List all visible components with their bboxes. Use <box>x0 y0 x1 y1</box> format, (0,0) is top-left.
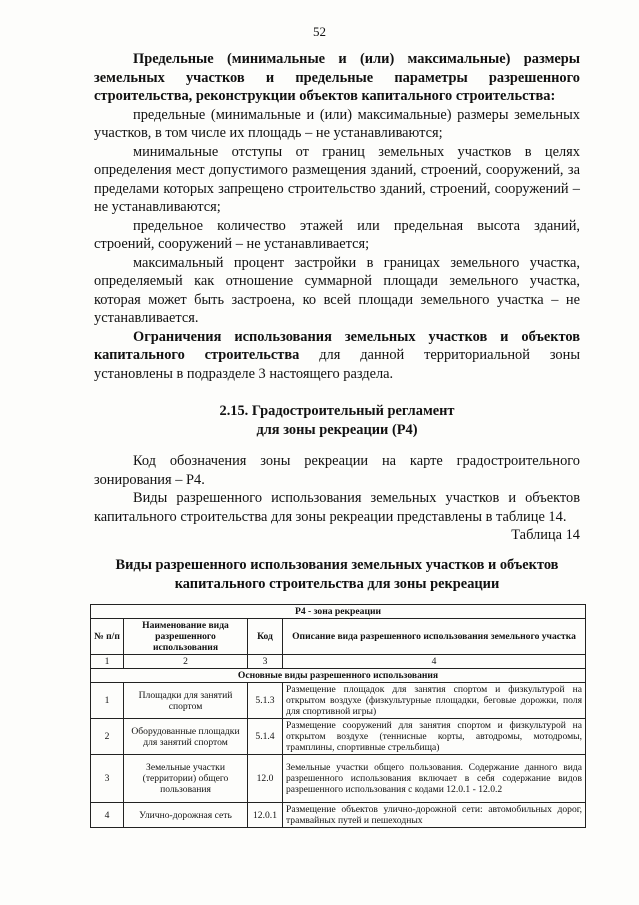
restrictions-bold: Ограничения использования земельных участков и объектов капитального строительства <box>94 328 580 363</box>
index-cell: 4 <box>283 655 586 669</box>
table-zone-header-row <box>91 605 586 619</box>
page-number: 52 <box>313 24 326 39</box>
row-num: 4 <box>91 803 124 828</box>
row-code: 5.1.4 <box>248 719 283 755</box>
section-title-line-1: 2.15. Градостроительный регламент <box>219 403 455 419</box>
row-code: 12.0.1 <box>248 803 283 828</box>
table-header-row <box>91 619 586 655</box>
table-row <box>91 755 586 803</box>
row-name: Земельные участки (территории) общего пользования <box>124 755 248 803</box>
table-row <box>91 803 586 828</box>
section-title-line-2: для зоны рекреации (Р4) <box>256 421 418 438</box>
row-desc: Земельные участки общего пользования. Содержание данного вида разрешенного использования включает в себя содержание видов разрешенного использования с кодами 12.0.1 - 12.0.2 <box>283 755 586 803</box>
main-text <box>94 50 580 545</box>
paragraph: минимальные отступы от границ земельных участков в целях определения мест допустимого размещения зданий, строений, сооружений, за пределами которых запрещено строительство зданий, строений, сооружений – не устанавливаются; <box>94 143 580 215</box>
index-cell: 2 <box>124 655 248 669</box>
row-desc: Размещение площадок для занятия спортом и физкультурой на открытом воздухе (физкультурные площадки, беговые дорожки, поля для спортивной игры) <box>283 683 586 719</box>
row-desc: Размещение объектов улично-дорожной сети: автомобильных дорог, трамвайных путей и пешеходных <box>283 803 586 828</box>
table-index-row <box>91 655 586 669</box>
row-name: Площадки для занятий спортом <box>124 683 248 719</box>
table-title: Виды разрешенного использования земельных участков и объектов капитального строительства для зоны рекреации <box>115 557 559 592</box>
row-num: 1 <box>91 683 124 719</box>
section-title <box>94 402 580 439</box>
restrictions-text: для данной территориальной зоны установлены в подразделе 3 настоящего раздела. <box>94 347 580 382</box>
paragraph: предельные (минимальные и (или) максимальные) размеры земельных участков, в том числе их площадь – не устанавливаются; <box>94 106 580 141</box>
group-header: Основные виды разрешенного использования <box>91 669 586 683</box>
heading-paragraph: Предельные (минимальные и (или) максимальные) размеры земельных участков и предельные параметры разрешенного строительства, реконструкции объектов капитального строительства: <box>94 51 580 104</box>
table-group-row <box>91 669 586 683</box>
index-cell: 3 <box>248 655 283 669</box>
row-desc: Размещение сооружений для занятия спортом и физкультурой на открытом воздухе (теннисные корты, автодромы, мотодромы, трамплины, спортивные стрельбища) <box>283 719 586 755</box>
zone-table <box>90 604 586 828</box>
row-num: 2 <box>91 719 124 755</box>
row-name: Улично-дорожная сеть <box>124 803 248 828</box>
page-bottom-margin <box>0 878 639 905</box>
table-row <box>91 683 586 719</box>
paragraph: предельное количество этажей или предельная высота зданий, строений, сооружений – не устанавливается; <box>94 217 580 252</box>
paragraph: максимальный процент застройки в границах земельного участка, определяемый как отношение суммарной площади земельного участка, которая может быть застроена, ко всей площади земельного участка – не устанавливается. <box>94 254 580 326</box>
col-header-desc: Описание вида разрешенного использования земельного участка <box>283 619 586 655</box>
index-cell: 1 <box>91 655 124 669</box>
paragraph: Код обозначения зоны рекреации на карте градостроительного зонирования – Р4. <box>94 453 580 488</box>
col-header-name: Наименование вида разрешенного использования <box>124 619 248 655</box>
row-num: 3 <box>91 755 124 803</box>
paragraph-restrictions <box>94 328 580 384</box>
col-header-num: № п/п <box>91 619 124 655</box>
table-row <box>91 719 586 755</box>
row-name: Оборудованные площадки для занятий спортом <box>124 719 248 755</box>
col-header-code: Код <box>248 619 283 655</box>
zone-header: Р4 - зона рекреации <box>91 605 586 619</box>
row-code: 5.1.3 <box>248 683 283 719</box>
row-code: 12.0 <box>248 755 283 803</box>
table-label: Таблица 14 <box>511 527 580 543</box>
paragraph: Виды разрешенного использования земельных участков и объектов капитального строительства для зоны рекреации представлены в таблице 14. <box>94 490 580 525</box>
